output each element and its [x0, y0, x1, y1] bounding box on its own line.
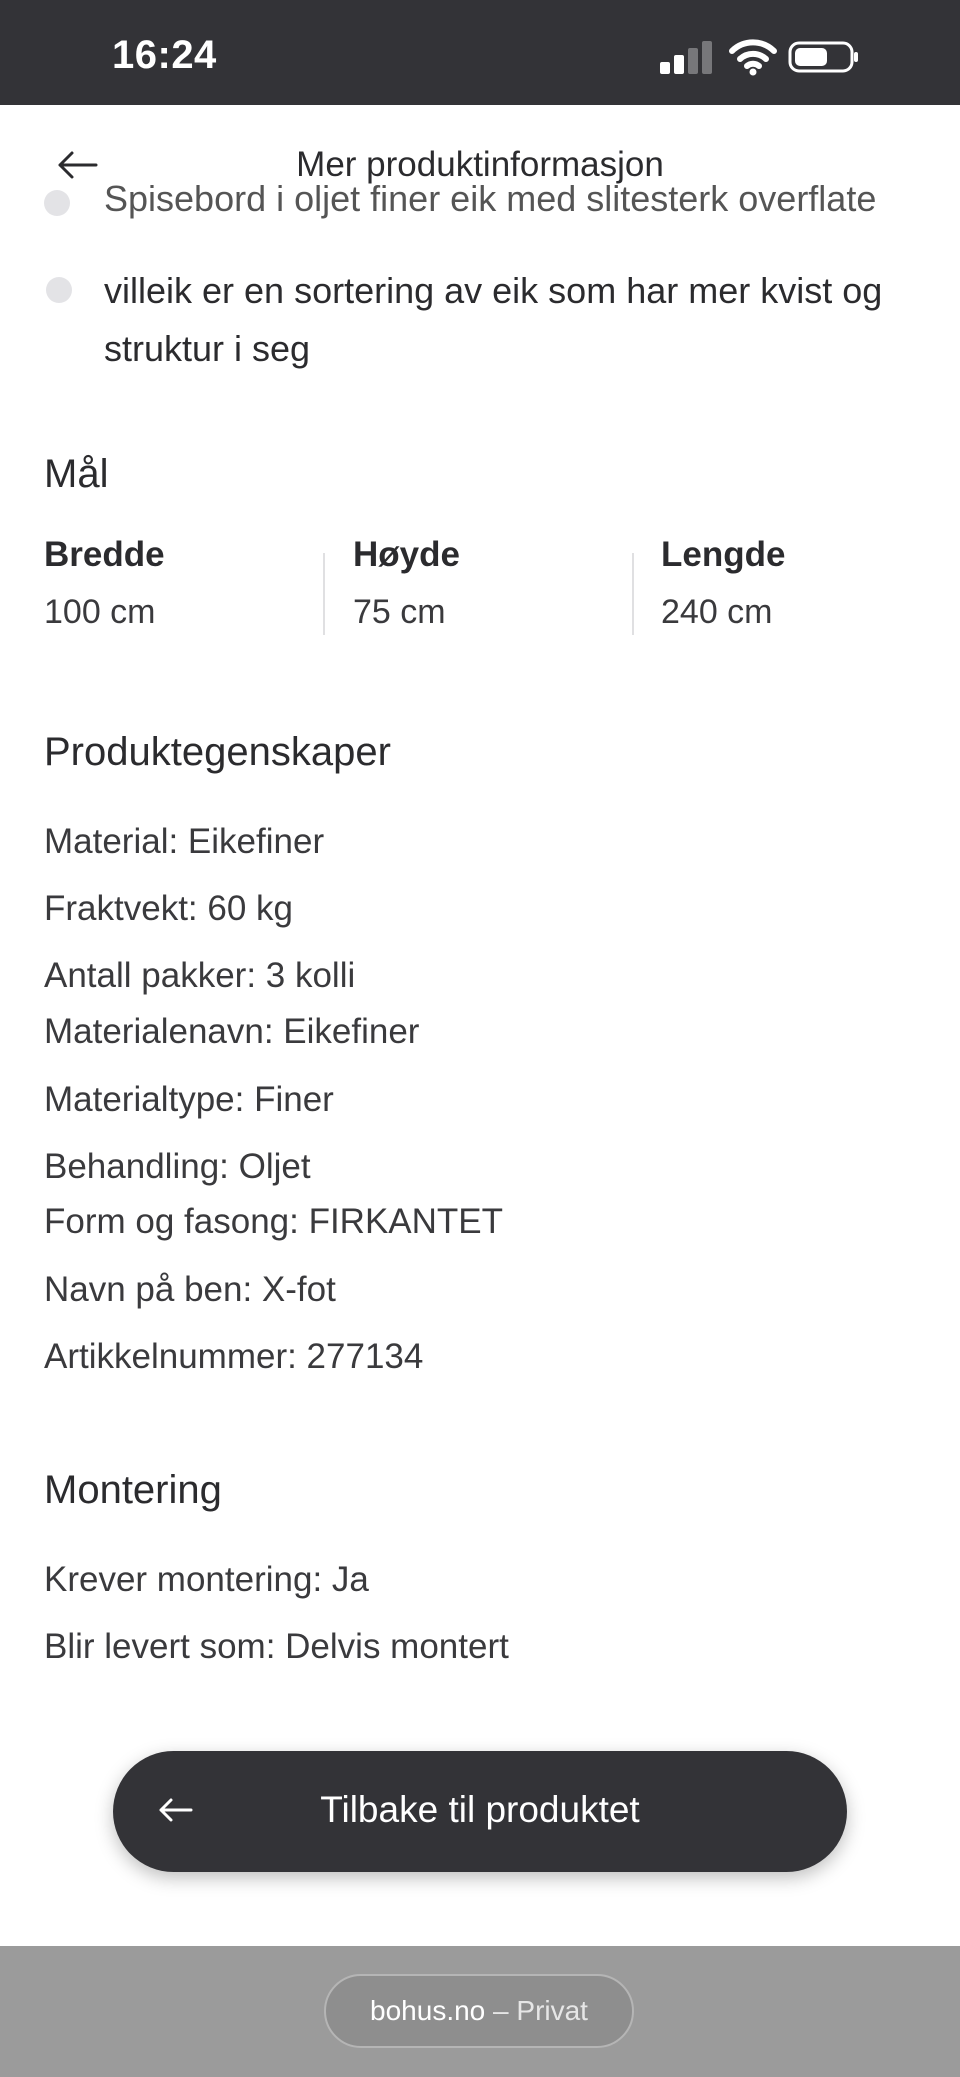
dimension-value: 75 cm	[353, 593, 446, 631]
list-item-line: struktur i seg	[104, 328, 311, 369]
list-item-line: villeik er en sortering av eik som har mer kvist og	[104, 270, 883, 311]
property-item: Artikkelnummer: 277134	[44, 1337, 424, 1376]
back-to-product-button[interactable]	[113, 1751, 847, 1872]
properties-title: Produktegenskaper	[44, 730, 391, 774]
status-time: 16:24	[112, 33, 217, 77]
dimension-label: Høyde	[353, 535, 460, 574]
url-bar[interactable]	[324, 1974, 634, 2048]
url-separator: –	[485, 1995, 517, 2026]
wifi-icon	[728, 38, 778, 76]
assembly-title: Montering	[44, 1468, 222, 1512]
property-item: Fraktvekt: 60 kg	[44, 889, 293, 928]
dimensions-title: Mål	[44, 452, 109, 496]
bullet-dot	[44, 190, 70, 216]
property-item: Materialtype: Finer	[44, 1080, 334, 1119]
status-icons	[660, 38, 890, 78]
cutoff-text: Spisebord i oljet finer eik med slitesterk overflate	[104, 178, 877, 219]
status-bar	[0, 0, 960, 105]
browsing-mode: Privat	[516, 1995, 588, 2026]
cutoff-list-item	[44, 178, 924, 238]
dimension-width	[44, 535, 165, 645]
dimensions-grid	[44, 535, 924, 645]
dimension-value: 240 cm	[661, 593, 773, 631]
dimension-label: Bredde	[44, 535, 165, 574]
assembly-item: Krever montering: Ja	[44, 1560, 369, 1599]
property-item: Material: Eikefiner	[44, 822, 325, 861]
property-item: Form og fasong: FIRKANTET	[44, 1202, 504, 1241]
back-to-product-label: Tilbake til produktet	[320, 1789, 640, 1830]
bullet-dot	[46, 277, 72, 303]
dimension-length	[661, 535, 785, 645]
page-title: Mer produktinformasjon	[296, 145, 664, 184]
divider	[632, 553, 634, 635]
divider	[323, 553, 325, 635]
signal-icon	[660, 40, 716, 74]
dimension-height	[353, 535, 460, 645]
property-item: Materialenavn: Eikefiner	[44, 1012, 420, 1051]
assembly-item: Blir levert som: Delvis montert	[44, 1627, 509, 1666]
dimension-value: 100 cm	[44, 593, 156, 631]
property-item: Behandling: Oljet	[44, 1147, 311, 1186]
property-item: Navn på ben: X-fot	[44, 1270, 336, 1309]
url-domain: bohus.no	[370, 1995, 486, 2026]
property-item: Antall pakker: 3 kolli	[44, 956, 356, 995]
battery-icon	[788, 40, 860, 74]
description-list	[44, 262, 924, 378]
browser-bottom-bar	[0, 1946, 960, 2077]
list-item	[44, 262, 924, 378]
dimension-label: Lengde	[661, 535, 786, 574]
